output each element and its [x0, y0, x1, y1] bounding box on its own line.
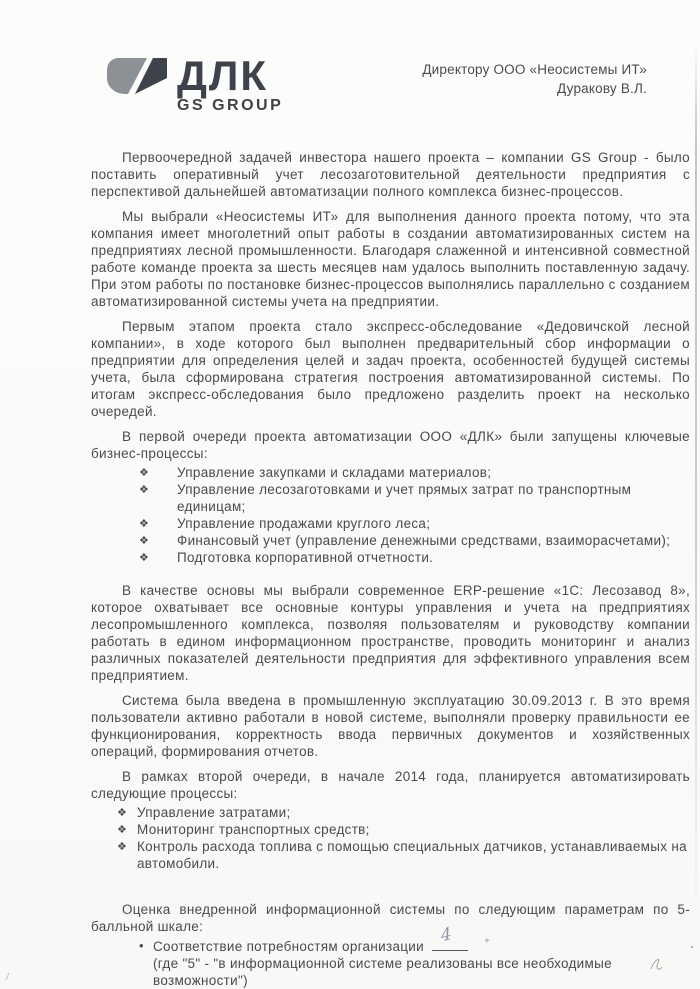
logo-brand-text: ДЛК	[177, 52, 269, 99]
rating-line	[91, 923, 690, 955]
list-item-label: Подготовка корпоративной отчетности.	[177, 550, 434, 565]
paragraph-erp-solution: В качестве основы мы выбрали современное ERP-решение «1С: Лесозавод 8», которое охватывает все основные контуры управления и учета на предприятиях лесопромышленного комплекса, позволяя пользователям и руководству компании работать в едином информационном пространстве, проводить мониторинг и анализ различных показателей деятельности предприятия для эффективного управления всем предприятием.	[91, 583, 690, 683]
list-item	[91, 549, 690, 566]
list-item-label: Управление затратами;	[137, 805, 291, 820]
rating-item-label: Соответствие потребностям организации	[153, 939, 424, 954]
second-stage-list	[91, 804, 690, 872]
list-item	[91, 821, 690, 838]
score-underline	[432, 923, 468, 951]
dot-bullet-icon: •	[139, 938, 144, 953]
letter-body	[91, 149, 690, 989]
rating-item	[153, 923, 690, 955]
list-item-label: Управление лесозаготовками и учет прямых затрат по транспортным единицам;	[177, 482, 632, 514]
letterhead	[106, 52, 284, 115]
list-item	[91, 804, 690, 821]
paragraph-first-stage-intro: В первой очереди проекта автоматизации ООО «ДЛК» были запущены ключевые бизнес-процессы:	[91, 429, 690, 461]
paragraph-express-survey: Первым этапом проекта стало экспресс-обследование «Дедовичской лесной компании», в ходе которого был выполнен предварительный сбор информации о предприятии для определения целей и задач проекта, особенностей будущей системы учета, была сформирована стратегия построения автоматизированной системы. По итогам экспресс-обследования было предложено разделить проект на несколько очередей.	[91, 319, 690, 419]
addressee-block	[422, 61, 647, 98]
paragraph-investor-goal: Первоочередной задачей инвестора нашего проекта – компании GS Group - было поставить оперативный учет лесозаготовительной деятельности предприятия с перспективой дальнейшей автоматизации полного комплекса бизнес-процессов.	[91, 150, 690, 199]
diamond-bullet-icon: ❖	[117, 806, 128, 819]
handwritten-score: 4	[439, 923, 454, 947]
diamond-bullet-icon: ❖	[139, 483, 150, 496]
rating-scale-note: (где "5" - "в информационной системе реализованы все необходимые возможности")	[153, 956, 612, 988]
logo-text-block	[177, 52, 284, 115]
diamond-bullet-icon: ❖	[139, 551, 150, 564]
diamond-bullet-icon: ❖	[117, 823, 128, 836]
list-item	[91, 464, 690, 481]
paragraph-second-stage-intro: В рамках второй очереди, в начале 2014 года, планируется автоматизировать следующие процессы:	[91, 769, 690, 801]
list-item	[91, 838, 690, 872]
list-item-label: Контроль расхода топлива с помощью специальных датчиков, устанавливаемых на автомобили.	[137, 839, 687, 871]
scan-artifact: /	[5, 971, 10, 984]
diamond-bullet-icon: ❖	[139, 534, 150, 547]
addressee-line-1: Директору ООО «Неосистемы ИТ»	[422, 62, 647, 77]
list-item-label: Мониторинг транспортных средств;	[137, 822, 370, 837]
list-item-label: Управление продажами круглого леса;	[177, 516, 431, 531]
diamond-bullet-icon: ❖	[139, 517, 150, 530]
paragraph-why-neosystems: Мы выбрали «Неосистемы ИТ» для выполнения данного проекта потому, что эта компания имеет многолетний опыт работы в создании автоматизированных систем на предприятиях лесной промышленности. Благодаря слаженной и интенсивной совместной работе команде проекта за шесть месяцев нам удалось выполнить поставленную задачу. При этом работы по постановке бизнес-процессов выполнялись параллельно с созданием автоматизированной системы учета на предприятии.	[91, 209, 690, 309]
paragraph-assessment-intro: Оценка внедренной информационной системы по следующим параметрам по 5-балльной шкале:	[91, 902, 690, 934]
list-item	[91, 532, 690, 549]
diamond-bullet-icon: ❖	[139, 466, 150, 479]
scan-edge-shadow	[695, 40, 697, 929]
addressee-line-2: Дуракову В.Л.	[557, 80, 647, 96]
first-stage-list	[91, 464, 690, 566]
list-item-label: Финансовый учет (управление денежными средствами, взаиморасчетами);	[177, 533, 671, 548]
scan-artifact: +	[484, 936, 490, 947]
scan-artifact	[648, 953, 664, 975]
scan-artifact	[691, 946, 693, 948]
logo-subbrand-text: GS GROUP	[177, 97, 284, 114]
dlk-logo-icon	[106, 57, 168, 95]
paragraph-launch-date: Система была введена в промышленную эксплуатацию 30.09.2013 г. В это время пользователи активно работали в новой системе, выполняли проверку правильности ее функционирования, корректность ввода первичных документов и хозяйственных операций, формирования отчетов.	[91, 693, 690, 759]
list-item-label: Управление закупками и складами материалов;	[177, 465, 492, 480]
list-item	[91, 481, 690, 515]
diamond-bullet-icon: ❖	[117, 840, 128, 853]
list-item	[91, 515, 690, 532]
